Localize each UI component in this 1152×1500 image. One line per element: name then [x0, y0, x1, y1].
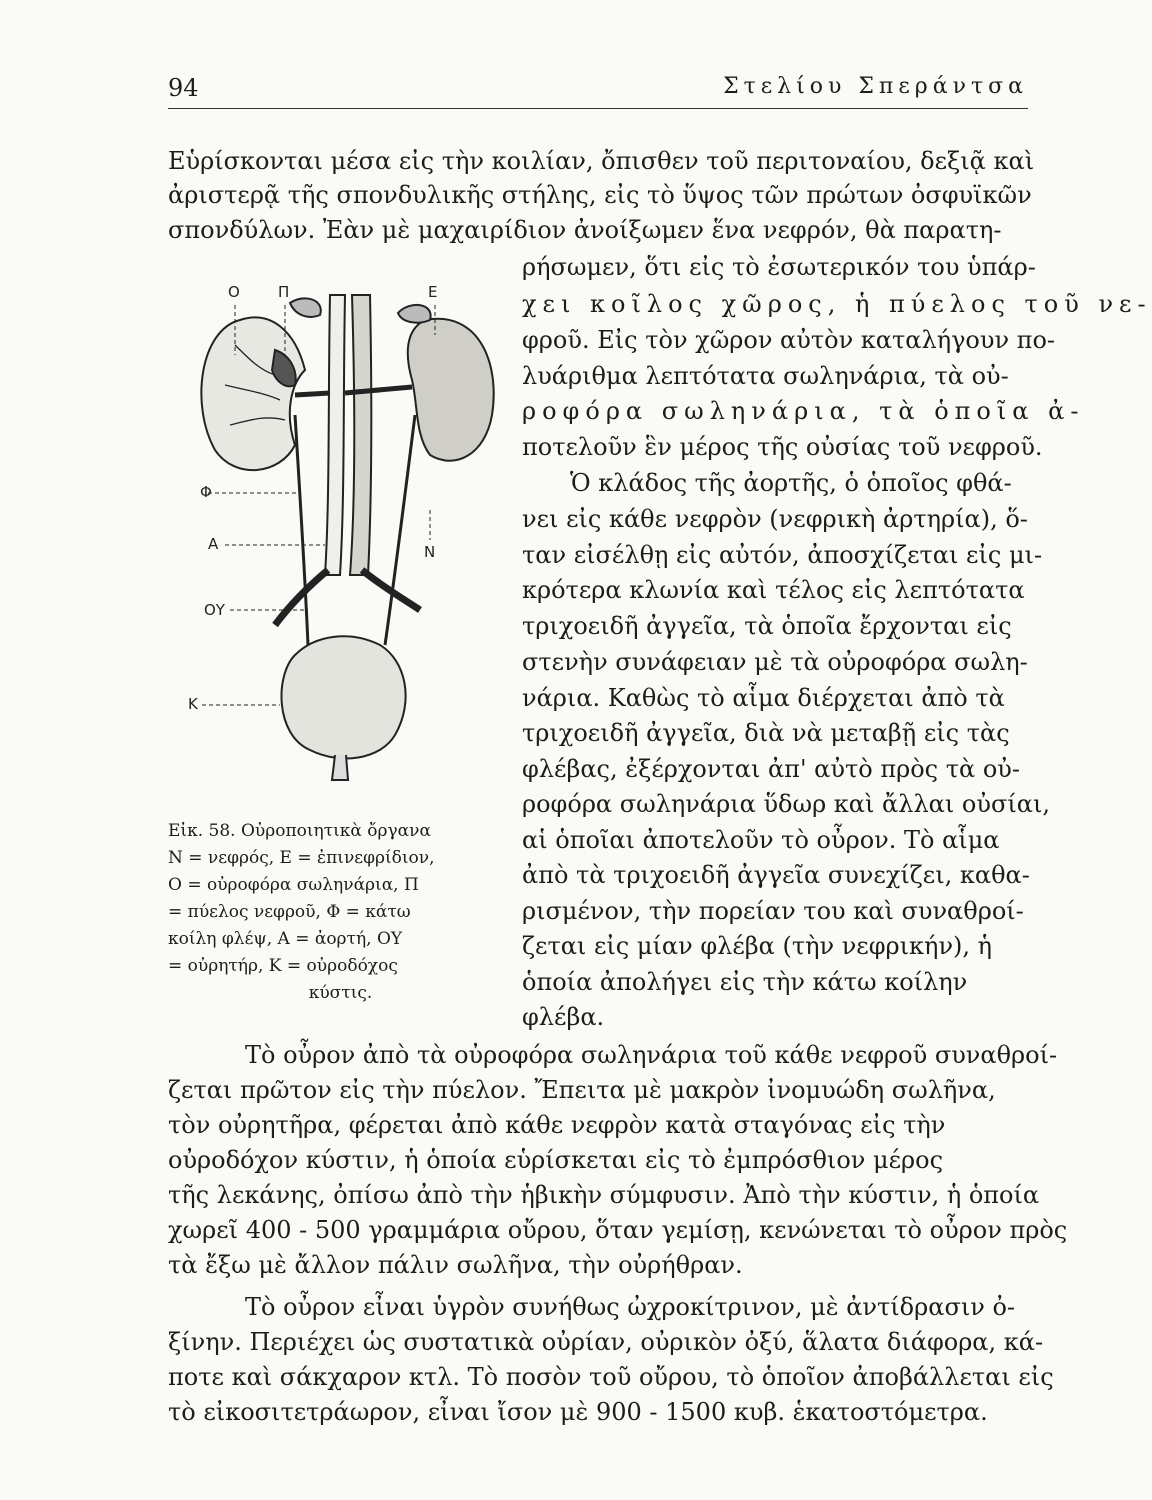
text-line: αἱ ὁποῖαι ἀποτελοῦν τὸ οὖρον. Τὸ αἷμα	[522, 826, 1000, 854]
text-line: ὁποία ἀπολήγει εἰς τὴν κάτω κοίλην	[522, 968, 968, 996]
text-line: τὰ ἔξω μὲ ἄλλον πάλιν σωλῆνα, τὴν οὐρήθραν.	[168, 1251, 743, 1279]
figure-label-o: Ο	[228, 283, 240, 301]
text-line: οὐροδόχον κύστιν, ἡ ὁποία εὑρίσκεται εἰς τὸ ἐμπρόσθιον μέρος	[168, 1146, 944, 1174]
text-line: τριχοειδῆ ἀγγεῖα, διὰ νὰ μεταβῇ εἰς τὰς	[522, 719, 1010, 747]
text-line: Τὸ οὖρον ἀπὸ τὰ οὐροφόρα σωληνάρια τοῦ κάθε νεφροῦ συναθροί-	[245, 1041, 1058, 1069]
figure-label-f: Φ	[200, 483, 212, 501]
running-head: Στελίου Σπεράντσα	[723, 74, 1028, 99]
figure-label-a: Α	[208, 535, 219, 553]
text-line: νάρια. Καθὼς τὸ αἷμα διέρχεται ἀπὸ τὰ	[522, 684, 1005, 712]
text-line: ξίνην. Περιέχει ὡς συστατικὰ οὐρίαν, οὐρικὸν ὀξύ, ἅλατα διάφορα, κά-	[168, 1328, 1044, 1356]
text-line: φλέβα.	[522, 1003, 605, 1031]
text-line: ποτε καὶ σάκχαρον κτλ. Τὸ ποσὸν τοῦ οὔρου, τὸ ὁποῖον ἀποβάλλεται εἰς	[168, 1363, 1054, 1391]
page-header	[168, 72, 1028, 109]
figure-label-e: Ε	[428, 283, 438, 301]
caption-line: Ο = οὐροφόρα σωληνάρια, Π	[168, 875, 419, 895]
text-line: κρότερα κλωνία καὶ τέλος εἰς λεπτότατα	[522, 576, 1025, 604]
text-line: ἀπὸ τὰ τριχοειδῆ ἀγγεῖα συνεχίζει, καθα-	[522, 861, 1030, 889]
text-line: ἀριστερᾷ τῆς σπονδυλικῆς στήλης, εἰς τὸ ὕψος τῶν πρώτων ὀσφυϊκῶν	[168, 181, 1032, 209]
text-line: ταν εἰσέλθῃ εἰς αὐτόν, ἀποσχίζεται εἰς μι-	[522, 541, 1043, 569]
figure-label-n: Ν	[424, 543, 436, 561]
text-line: ποτελοῦν ἓν μέρος τῆς οὐσίας τοῦ νεφροῦ.	[522, 433, 1043, 461]
text-line: τῆς λεκάνης, ὀπίσω ἀπὸ τὴν ἡβικὴν σύμφυσιν. Ἀπὸ τὴν κύστιν, ἡ ὁποία	[168, 1181, 1040, 1209]
text-line: φλέβας, ἐξέρχονται ἀπ' αὐτὸ πρὸς τὰ οὐ-	[522, 755, 1020, 783]
caption-line: = πύελος νεφροῦ, Φ = κάτω	[168, 902, 411, 922]
text-line: ροφόρα σωληνάρια ὕδωρ καὶ ἄλλαι οὐσίαι,	[522, 790, 1050, 818]
caption-line: Ν = νεφρός, Ε = ἐπινεφρίδιον,	[168, 848, 435, 868]
text-line: λυάριθμα λεπτότατα σωληνάρια, τὰ οὐ-	[522, 362, 1009, 390]
text-line: τὸν οὐρητῆρα, φέρεται ἀπὸ κάθε νεφρὸν κατὰ σταγόνας εἰς τὴν	[168, 1111, 946, 1139]
caption-line: = οὐρητήρ, Κ = οὐροδόχος	[168, 956, 398, 976]
caption-line: κοίλη φλέψ, Α = ἀορτή, ΟΥ	[168, 929, 403, 949]
text-line: ρήσωμεν, ὅτι εἰς τὸ ἐσωτερικόν του ὑπάρ-	[522, 253, 1036, 281]
figure-label-k: Κ	[188, 695, 198, 713]
text-line: φροῦ. Εἰς τὸν χῶρον αὐτὸν καταλήγουν πο-	[522, 326, 1056, 354]
text-line: Τὸ οὖρον εἶναι ὑγρὸν συνήθως ὠχροκίτρινον, μὲ ἀντίδρασιν ὀ-	[245, 1293, 1016, 1321]
text-line: τριχοειδῆ ἀγγεῖα, τὰ ὁποῖα ἔρχονται εἰς	[522, 612, 1012, 640]
text-line: χωρεῖ 400 - 500 γραμμάρια οὔρου, ὅταν γεμίσῃ, κενώνεται τὸ οὖρον πρὸς	[168, 1216, 1068, 1244]
caption-line: κύστις.	[308, 983, 373, 1003]
text-line: ζεται πρῶτον εἰς τὴν πύελον. Ἔπειτα μὲ μακρὸν ἰνομυώδη σωλῆνα,	[168, 1076, 996, 1104]
text-line: στενὴν συνάφειαν μὲ τὰ οὐροφόρα σωλη-	[522, 648, 1028, 676]
text-line: Εὑρίσκονται μέσα εἰς τὴν κοιλίαν, ὄπισθεν τοῦ περιτοναίου, δεξιᾷ καὶ	[168, 147, 1035, 175]
text-line: σπονδύλων. Ἐὰν μὲ μαχαιρίδιον ἀνοίξωμεν ἕνα νεφρόν, θὰ παρατη-	[168, 216, 1002, 244]
urinary-organs-illustration	[180, 275, 525, 810]
text-line: τὸ εἰκοσιτετράωρον, εἶναι ἴσον μὲ 900 - 1500 κυβ. ἑκατοστόμετρα.	[168, 1398, 988, 1426]
text-line: ζεται εἰς μίαν φλέβα (τὴν νεφρικήν), ἡ	[522, 932, 993, 960]
text-line: Ὁ κλάδος τῆς ἀορτῆς, ὁ ὁποῖος φθά-	[570, 469, 1012, 497]
caption-line: Εἰκ. 58. Οὐροποιητικὰ ὄργανα	[168, 821, 431, 841]
urinary-organs-figure	[180, 275, 525, 810]
figure-caption	[168, 818, 513, 1007]
text-line: νει εἰς κάθε νεφρὸν (νεφρικὴ ἀρτηρία), ὅ-	[522, 505, 1028, 533]
page-number: 94	[168, 74, 199, 102]
text-line: ροφόρα σωληνάρια, τὰ ὁποῖα ἀ-	[522, 397, 1085, 425]
text-line: ρισμένον, τὴν πορείαν του καὶ συναθροί-	[522, 897, 1024, 925]
text-line: χει κοῖλος χῶρος, ἡ πύελος τοῦ νε-	[522, 290, 1152, 318]
figure-label-p: Π	[278, 283, 290, 301]
figure-label-oy: ΟΥ	[204, 601, 225, 619]
